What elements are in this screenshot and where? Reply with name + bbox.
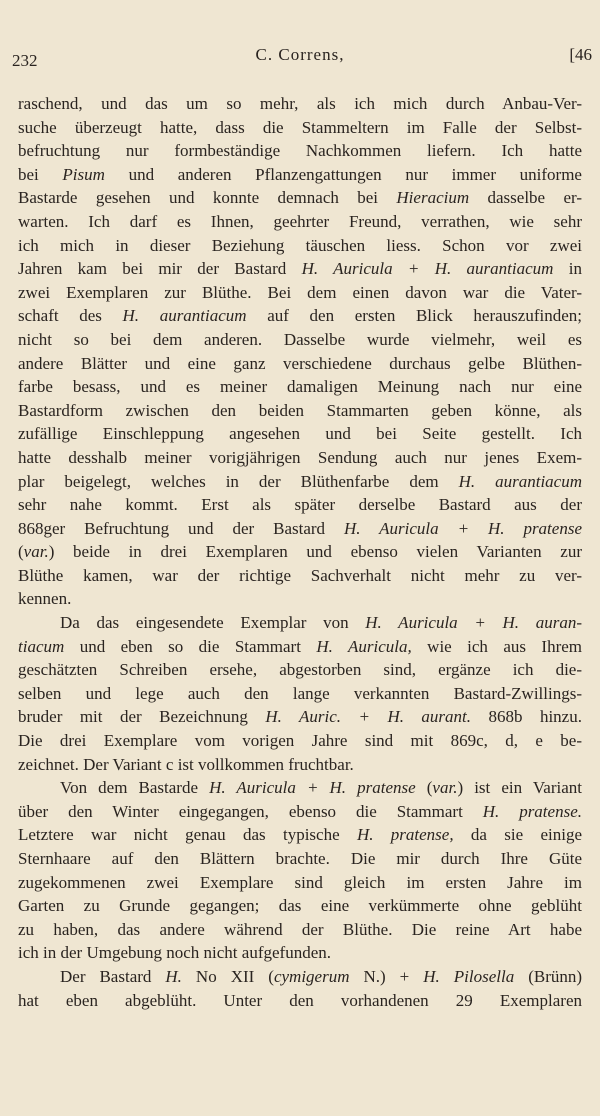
text-line <box>18 304 582 328</box>
italic-text: cymigerum <box>273 966 350 986</box>
italic-text: H. <box>165 966 182 986</box>
text-run: plar beigelegt, welches in der Blüthenfarbe dem <box>18 471 459 491</box>
text-run: ( <box>18 542 24 562</box>
text-run: geschätzten Schreiben ersehe, abgestorben sind, ergänze ich die- <box>18 660 582 680</box>
text-run: 868b hinzu. <box>471 707 582 727</box>
text-run: ( <box>415 778 433 798</box>
italic-text: H. aurantiacum <box>458 471 582 491</box>
italic-text: H. Auricula + H. aurantiacum <box>301 259 554 279</box>
signature-mark: [46 <box>569 45 592 64</box>
text-line <box>18 540 582 564</box>
text-line <box>18 823 582 847</box>
text-line <box>18 776 582 800</box>
text-line <box>18 422 582 446</box>
text-line <box>18 210 582 234</box>
text-line <box>18 941 582 965</box>
text-line <box>18 847 582 871</box>
text-line <box>18 871 582 895</box>
text-run: schaft des <box>18 306 123 326</box>
text-line <box>18 493 582 517</box>
text-run: 868ger Befruchtung und der Bastard <box>18 518 344 538</box>
text-run: Garten zu Grunde gegangen; das eine verkümmerte ohne geblüht <box>18 896 582 916</box>
text-run: nicht so bei dem anderen. Dasselbe wurde vielmehr, weil es <box>18 329 582 349</box>
text-line <box>18 163 582 187</box>
text-line <box>18 328 582 352</box>
text-run: Jahren kam bei mir der Bastard <box>18 259 302 279</box>
text-run: N.) + <box>349 966 424 986</box>
text-run: dasselbe er- <box>469 188 583 208</box>
text-run: ) ist ein Variant <box>457 778 582 798</box>
text-line <box>18 281 582 305</box>
italic-text: Hieracium <box>396 188 470 208</box>
text-run: sehr nahe kommt. Erst als später derselbe Bastard aus der <box>18 495 582 515</box>
text-line <box>18 965 582 989</box>
text-line <box>18 611 582 635</box>
italic-text: H. aurantiacum <box>122 306 247 326</box>
text-line <box>18 587 582 611</box>
text-run: Von dem Bastarde <box>60 778 210 798</box>
text-run: Letztere war nicht genau das typische <box>18 825 357 845</box>
text-run: zugekommenen zwei Exemplare sind gleich im ersten Jahre im <box>18 872 582 892</box>
text-run: selben und lege auch den lange verkannten Bastard-Zwillings- <box>18 683 582 703</box>
text-run: No XII ( <box>181 966 274 986</box>
text-line <box>18 139 582 163</box>
text-run: und eben so die Stammart <box>64 636 317 656</box>
text-line <box>18 352 582 376</box>
text-run: Der Bastard <box>60 966 166 986</box>
running-header <box>8 45 592 75</box>
text-line <box>18 894 582 918</box>
italic-text: H. pratense, <box>356 825 454 845</box>
text-run: Sternhaare auf den Blättern brachte. Die mir durch Ihre Güte <box>18 849 582 868</box>
text-run: farbe besass, und es meiner damaligen Meinung nach nur eine <box>18 377 582 397</box>
text-line <box>18 186 582 210</box>
text-run: befruchtung nur formbeständige Nachkommen liefern. Ich hatte <box>18 141 582 161</box>
text-run: über den Winter eingegangen, ebenso die Stammart <box>18 801 483 821</box>
text-run: und anderen Pflanzengattungen nur immer uniforme <box>104 164 582 184</box>
italic-text: H. Auricula + H. pratense <box>344 518 582 538</box>
text-run: raschend, und das um so mehr, als ich mich durch Anbau-Ver- <box>18 94 582 113</box>
text-line <box>18 682 582 706</box>
text-line <box>18 399 582 423</box>
page-number: 232 <box>12 51 38 70</box>
body-text <box>18 92 582 1012</box>
italic-text: var. <box>432 778 458 798</box>
text-run: bruder mit der Bezeichnung <box>18 707 266 727</box>
text-run: zufällige Einschleppung angesehen und bei Seite gestellt. Ich <box>18 424 582 444</box>
italic-text: H. Auricula + H. auran- <box>365 613 582 633</box>
text-run: zeichnet. Der Variant c ist vollkommen fruchtbar. <box>18 754 354 774</box>
text-run: (Brünn) <box>514 966 583 986</box>
text-run: suche überzeugt hatte, dass die Stammeltern im Falle der Selbst- <box>18 117 582 137</box>
italic-text: tiacum <box>18 636 65 656</box>
text-line <box>18 257 582 281</box>
text-run: Da das eingesendete Exemplar von <box>60 613 366 633</box>
italic-text: H. Auric. + H. aurant. <box>265 707 472 727</box>
text-run: in <box>553 259 582 279</box>
text-run: da sie einige <box>453 825 583 845</box>
text-run: wie ich aus Ihrem <box>411 636 583 656</box>
text-line <box>18 446 582 470</box>
text-line <box>18 116 582 140</box>
text-line <box>18 234 582 258</box>
text-line <box>18 517 582 541</box>
text-line <box>18 635 582 659</box>
text-line <box>18 800 582 824</box>
text-line <box>18 658 582 682</box>
running-title-author: C. Correns, <box>255 45 345 64</box>
text-line <box>18 729 582 753</box>
text-line <box>18 705 582 729</box>
text-line <box>18 918 582 942</box>
text-line <box>18 753 582 777</box>
text-line <box>18 375 582 399</box>
text-run: Blüthe kamen, war der richtige Sachverhalt nicht mehr zu ver- <box>18 565 582 585</box>
text-run: zu haben, das andere während der Blüthe. Die reine Art habe <box>18 919 582 939</box>
text-run: Bastarde gesehen und konnte demnach bei <box>18 188 397 208</box>
text-run: Bastardform zwischen den beiden Stammarten geben könne, als <box>18 400 582 420</box>
text-run: warten. Ich darf es Ihnen, geehrter Freund, verrathen, wie sehr <box>18 211 582 231</box>
text-line <box>18 564 582 588</box>
text-run: Die drei Exemplare vom vorigen Jahre sind mit 869c, d, e be- <box>18 731 582 751</box>
text-run: auf den ersten Blick herauszufinden; <box>246 306 582 326</box>
text-run: zwei Exemplaren zur Blüthe. Bei dem einen davon war die Vater- <box>18 282 582 302</box>
text-run: kennen. <box>18 589 72 609</box>
text-run: andere Blätter und eine ganz verschiedene durchaus gelbe Blüthen- <box>18 353 582 373</box>
text-run: hat eben abgeblüht. Unter den vorhandenen 29 Exemplaren <box>18 990 582 1010</box>
text-line <box>18 92 582 116</box>
text-line <box>18 989 582 1013</box>
text-run: ) beide in drei Exemplaren und ebenso vielen Varianten zur <box>48 542 582 562</box>
text-run: hatte desshalb meiner vorigjährigen Sendung auch nur jenes Exem- <box>18 447 582 467</box>
italic-text: H. pratense. <box>482 801 582 821</box>
text-run: ich mich in dieser Beziehung täuschen liess. Schon vor zwei <box>18 235 582 255</box>
italic-text: H. Auricula, <box>316 636 412 656</box>
text-line <box>18 470 582 494</box>
italic-text: var. <box>23 542 49 562</box>
italic-text: Pisum <box>62 164 105 184</box>
italic-text: H. Pilosella <box>423 966 515 986</box>
text-run: ich in der Umgebung noch nicht aufgefunden. <box>18 943 331 963</box>
text-run: bei <box>18 164 63 184</box>
italic-text: H. Auricula + H. pratense <box>209 778 416 798</box>
